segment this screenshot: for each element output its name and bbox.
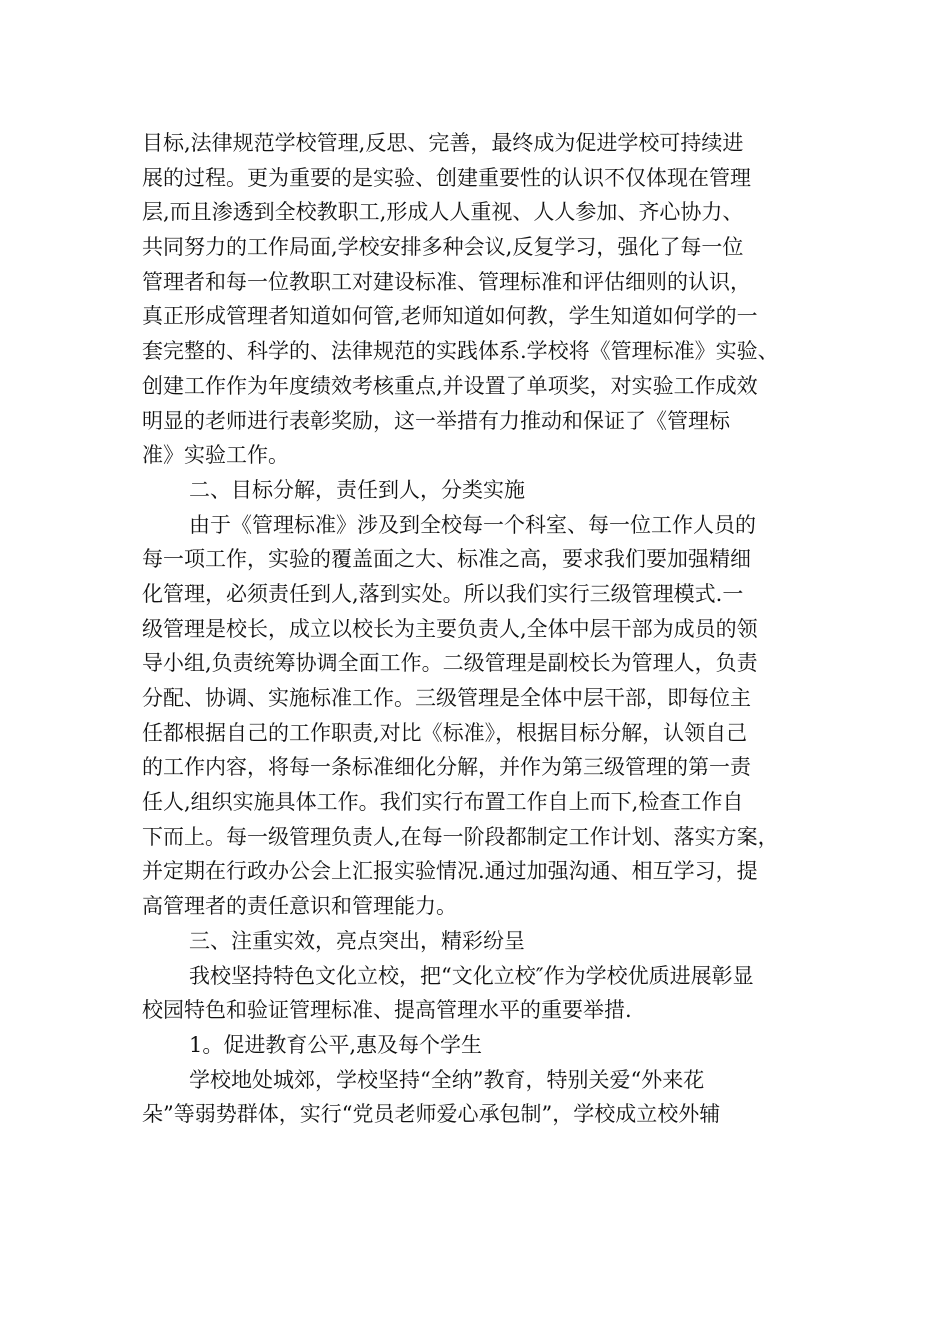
text-line: 套完整的、科学的、法律规范的实践体系.学校将《管理标准》实验、 [142,339,779,364]
text-line: 学校地处城郊，学校坚持“全纳”教育，特别关爱“外来花 [189,1067,705,1092]
text-line: 二、目标分解，责任到人，分类实施 [189,477,525,502]
body-text [142,126,812,1132]
text-line: 创建工作作为年度绩效考核重点,并设置了单项奖，对实验工作成效 [142,373,758,398]
text-line: 化管理，必须责任到人,落到实处。所以我们实行三级管理模式.一 [142,581,744,606]
text-line: 共同努力的工作局面,学校安排多种会议,反复学习，强化了每一位 [142,235,744,260]
text-line: 任人,组织实施具体工作。我们实行布置工作自上而下,检查工作自 [142,790,744,815]
text-line: 朵”等弱势群体，实行“党员老师爱心承包制”，学校成立校外辅 [142,1102,721,1127]
text-line: 三、注重实效，亮点突出，精彩纷呈 [189,928,525,953]
text-line: 分配、协调、实施标准工作。三级管理是全体中层干部，即每位主 [142,686,751,710]
text-line: 1。促进教育公平,惠及每个学生 [189,1032,483,1057]
text-line: 下而上。每一级管理负责人,在每一阶段都制定工作计划、落实方案， [142,824,779,849]
text-line: 并定期在行政办公会上汇报实验情况.通过加强沟通、相互学习，提 [142,859,758,884]
text-line: 导小组,负责统筹协调全面工作。二级管理是副校长为管理人，负责 [142,651,758,676]
text-line: 展的过程。更为重要的是实验、创建重要性的认识不仅体现在管理 [142,165,751,190]
text-line: 我校坚持特色文化立校，把“文化立校″作为学校优质进展彰显 [189,963,754,988]
text-line: 管理者和每一位教职工对建设标准、管理标准和评估细则的认识， [142,269,751,294]
text-line: 高管理者的责任意识和管理能力。 [142,894,457,919]
text-line: 任都根据自己的工作职责,对比《标准》，根据目标分解，认领自己 [142,720,748,745]
text-line: 层,而且渗透到全校教职工,形成人人重视、人人参加、齐心协力、 [142,200,744,225]
text-line: 校园特色和验证管理标准、提高管理水平的重要举措. [142,998,632,1023]
text-line: 级管理是校长，成立以校长为主要负责人,全体中层干部为成员的领 [142,616,758,641]
text-line: 明显的老师进行表彰奖励，这一举措有力推动和保证了《管理标 [142,408,730,433]
text-line: 的工作内容，将每一条标准细化分解，并作为第三级管理的第一责 [142,755,751,780]
text-line: 由于《管理标准》涉及到全校每一个科室、每一位工作人员的 [189,512,756,537]
text-line: 目标,法律规范学校管理,反思、完善，最终成为促进学校可持续进 [142,131,744,155]
text-line: 每一项工作，实验的覆盖面之大、标准之高，要求我们要加强精细 [142,547,751,572]
text-line: 准》实验工作。 [142,443,289,468]
text-line: 真正形成管理者知道如何管,老师知道如何教，学生知道如何学的一 [142,304,758,329]
